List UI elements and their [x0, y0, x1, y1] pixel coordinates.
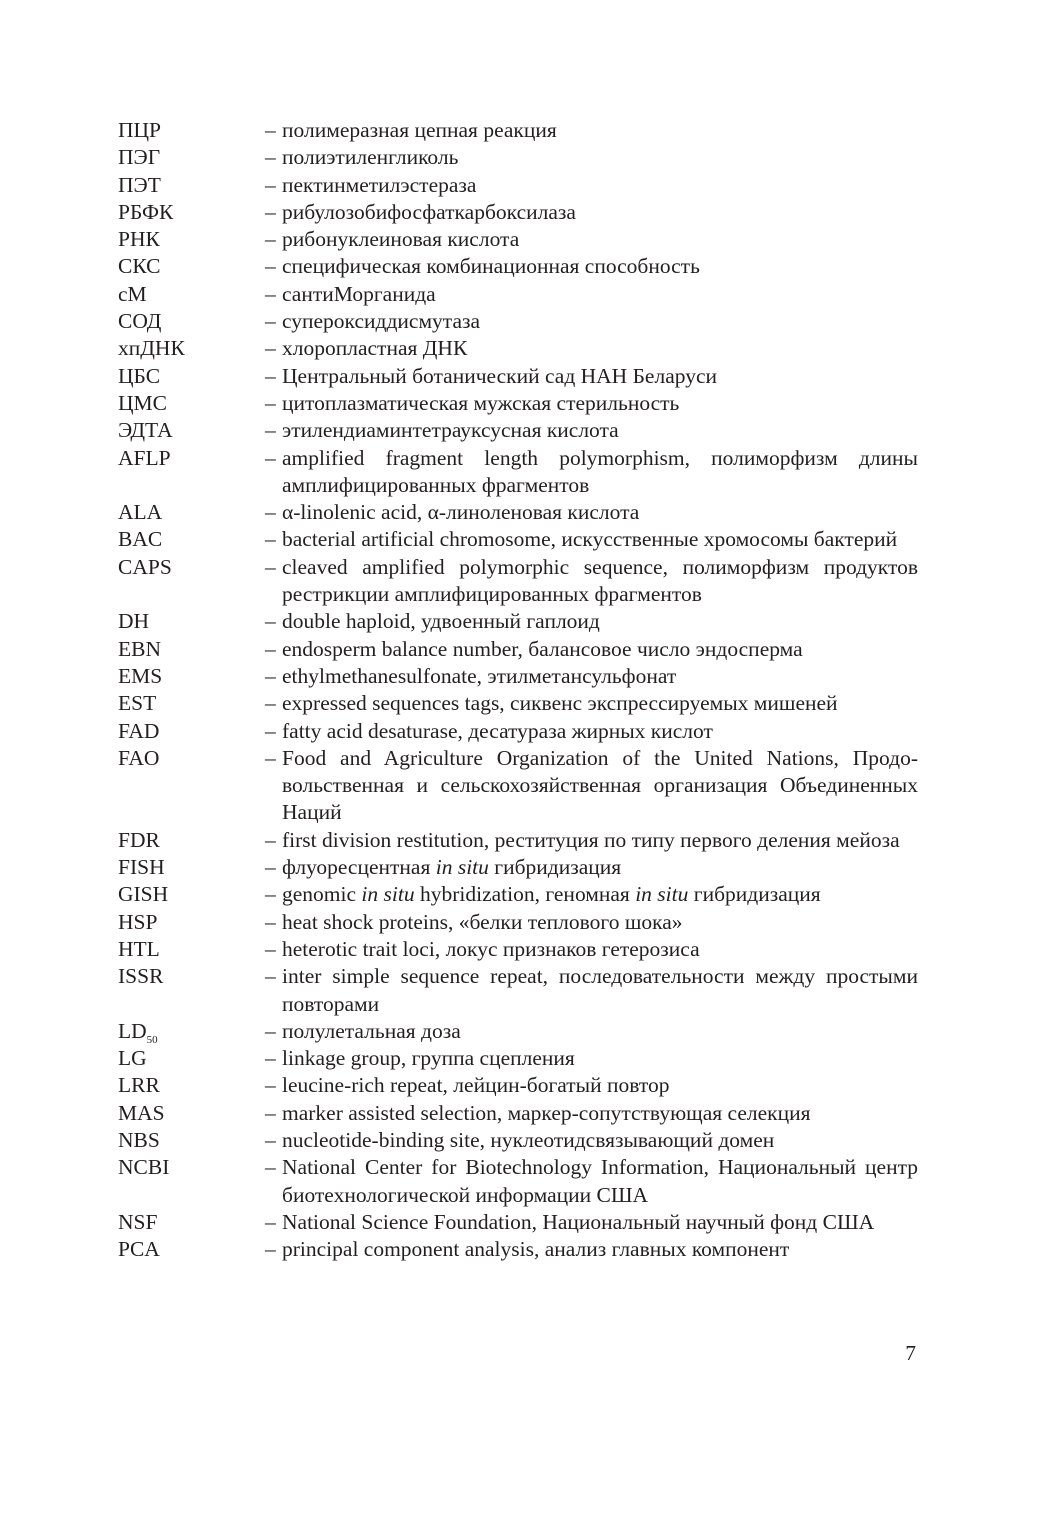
abbreviation-term: CAPS: [118, 554, 172, 579]
abbreviation-row: [118, 1154, 918, 1209]
abbreviation-term: ПЭТ: [118, 172, 161, 197]
abbreviation-row: [118, 363, 918, 390]
abbreviation-definition: – полиэтиленгликоль: [265, 145, 459, 170]
abbreviation-definition: – double haploid, удвоенный гаплоид: [265, 609, 600, 634]
abbreviation-subscript: 50: [146, 1033, 158, 1046]
abbreviation-term: HTL: [118, 936, 160, 961]
abbreviation-definition: – heterotic trait loci, локус признаков гетерозиса: [265, 936, 700, 961]
abbreviation-list: [118, 117, 918, 1263]
abbreviation-definition: – marker assisted selection, маркер-сопутствующая селекция: [265, 1100, 811, 1125]
abbreviation-definition: – полимеразная цепная реакция: [265, 118, 557, 142]
abbreviation-term: PCA: [118, 1237, 160, 1262]
abbreviation-row: [118, 745, 918, 827]
abbreviation-row: [118, 608, 918, 635]
abbreviation-term: AFLP: [118, 445, 171, 470]
abbreviation-definition: – полулетальная доза: [265, 1018, 461, 1043]
abbreviation-definition: – α-linolenic acid, α-линоленовая кислота: [265, 500, 640, 525]
abbreviation-row: [118, 718, 918, 745]
abbreviation-row: [118, 335, 918, 362]
abbreviation-definition: – amplified fragment length polymorphism, полиморфизм длины амплифицированных фрагментов: [265, 445, 918, 497]
abbreviation-term: BAC: [118, 527, 163, 552]
abbreviation-row: [118, 827, 918, 854]
abbreviation-row: [118, 554, 918, 609]
abbreviation-row: [118, 417, 918, 444]
abbreviation-row: [118, 881, 918, 908]
abbreviation-term: GISH: [118, 882, 169, 907]
abbreviation-term: ISSR: [118, 964, 164, 989]
abbreviation-definition: – first division restitution, реституция по типу первого деления мейоза: [265, 827, 900, 852]
abbreviation-term: ЭДТА: [118, 418, 173, 443]
abbreviation-row: [118, 199, 918, 226]
abbreviation-definition: – nucleotide-binding site, нуклеотидсвязывающий домен: [265, 1127, 775, 1152]
abbreviation-term: NCBI: [118, 1155, 170, 1180]
abbreviation-term: DH: [118, 609, 150, 634]
abbreviation-definition: – National Center for Biotechnology Information, Национальный центр биотехнологической информации США: [265, 1155, 918, 1207]
abbreviation-row: [118, 1127, 918, 1154]
abbreviation-term: РБФК: [118, 199, 174, 224]
abbreviation-definition: – хлоропластная ДНК: [265, 336, 468, 361]
abbreviation-row: [118, 117, 918, 144]
abbreviation-row: [118, 963, 918, 1018]
abbreviation-row: [118, 1236, 918, 1263]
abbreviation-row: [118, 936, 918, 963]
abbreviation-term: FDR: [118, 827, 160, 852]
abbreviation-row: [118, 253, 918, 280]
abbreviation-term: ПЦР: [118, 118, 162, 142]
abbreviation-term: FAO: [118, 745, 160, 770]
abbreviation-row: [118, 1209, 918, 1236]
abbreviation-row: [118, 172, 918, 199]
abbreviation-definition: – ethylmethanesulfonate, этилметансульфонат: [265, 663, 677, 688]
abbreviation-row: [118, 854, 918, 881]
abbreviation-definition: – цитоплазматическая мужская стерильность: [265, 390, 680, 415]
abbreviation-definition: – heat shock proteins, «белки теплового шока»: [265, 909, 683, 934]
abbreviation-definition: – супероксиддисмутаза: [265, 309, 481, 334]
abbreviation-term: MAS: [118, 1100, 165, 1125]
abbreviation-row: [118, 1100, 918, 1127]
abbreviation-term: ЦБС: [118, 363, 161, 388]
abbreviation-row: [118, 226, 918, 253]
abbreviation-row: [118, 281, 918, 308]
abbreviation-row: [118, 909, 918, 936]
abbreviation-row: [118, 636, 918, 663]
abbreviation-definition: – флуоресцентная in situ гибридизация: [265, 855, 622, 880]
abbreviation-definition: – leucine-rich repeat, лейцин-богатый повтор: [265, 1073, 670, 1098]
abbreviation-term: FISH: [118, 855, 165, 880]
abbreviation-definition: – сантиМорганида: [265, 281, 436, 306]
abbreviation-term: ПЭГ: [118, 145, 161, 170]
abbreviation-term: РНК: [118, 227, 160, 252]
abbreviation-row: [118, 1072, 918, 1099]
abbreviation-row: [118, 445, 918, 500]
abbreviation-row: [118, 144, 918, 171]
abbreviation-term: HSP: [118, 909, 158, 934]
abbreviation-term: СКС: [118, 254, 161, 279]
abbreviation-definition: – fatty acid desaturase, десатураза жирных кислот: [265, 718, 713, 743]
abbreviation-row: [118, 663, 918, 690]
abbreviation-definition: – National Science Foundation, Национальный научный фонд США: [265, 1209, 875, 1234]
page-number: 7: [905, 1341, 916, 1365]
abbreviation-definition: – endosperm balance number, балансовое число эндосперма: [265, 636, 803, 661]
abbreviation-term: EBN: [118, 636, 161, 661]
abbreviation-definition: – рибулозобифосфаткарбоксилаза: [265, 199, 576, 224]
abbreviation-term: FAD: [118, 718, 160, 743]
abbreviation-term: NSF: [118, 1209, 158, 1234]
abbreviation-definition: – пектинметилэстераза: [265, 172, 477, 197]
abbreviation-definition: – inter simple sequence repeat, последовательности между простыми повторами: [265, 964, 918, 1016]
abbreviation-definition: – Food and Agriculture Organization of the United Nations, Продовольственная и сельскохозяйственная организация Объединенных Наций: [265, 745, 918, 825]
abbreviation-definition: – этилендиаминтетрауксусная кислота: [265, 418, 619, 443]
abbreviation-row: [118, 1045, 918, 1072]
abbreviation-definition: – expressed sequences tags, сиквенс экспрессируемых мишеней: [265, 691, 838, 716]
abbreviation-definition: – рибонуклеиновая кислота: [265, 227, 520, 252]
abbreviation-term: EMS: [118, 663, 163, 688]
abbreviation-definition: – cleaved amplified polymorphic sequence, полиморфизм продуктов рестрикции амплифицированных фрагментов: [265, 554, 918, 607]
abbreviation-term: LRR: [118, 1073, 160, 1098]
abbreviation-definition: – principal component analysis, анализ главных компонент: [265, 1237, 790, 1262]
abbreviation-definition: – linkage group, группа сцепления: [265, 1046, 575, 1071]
abbreviation-term: хпДНК: [118, 336, 185, 361]
abbreviation-row: [118, 1018, 918, 1045]
abbreviation-row: [118, 499, 918, 526]
abbreviation-row: [118, 526, 918, 553]
abbreviation-term: LG: [118, 1046, 147, 1071]
abbreviation-row: [118, 308, 918, 335]
abbreviation-definition: – bacterial artificial chromosome, искусственные хромосомы бактерий: [265, 527, 898, 552]
abbreviation-row: [118, 390, 918, 417]
abbreviation-term: СОД: [118, 309, 162, 334]
abbreviation-term: ALA: [118, 500, 163, 525]
abbreviation-row: [118, 690, 918, 717]
abbreviation-term: NBS: [118, 1127, 160, 1152]
abbreviation-term: ЦМС: [118, 390, 167, 415]
abbreviation-term: EST: [118, 691, 157, 716]
abbreviation-definition: – genomic in situ hybridization, геномная in situ гибридизация: [265, 882, 821, 907]
abbreviation-definition: – специфическая комбинационная способность: [265, 254, 700, 279]
abbreviation-term: сМ: [118, 281, 147, 306]
abbreviation-definition: – Центральный ботанический сад НАН Беларуси: [265, 363, 718, 388]
abbreviation-term: $LD_{50}$: [118, 1018, 158, 1046]
